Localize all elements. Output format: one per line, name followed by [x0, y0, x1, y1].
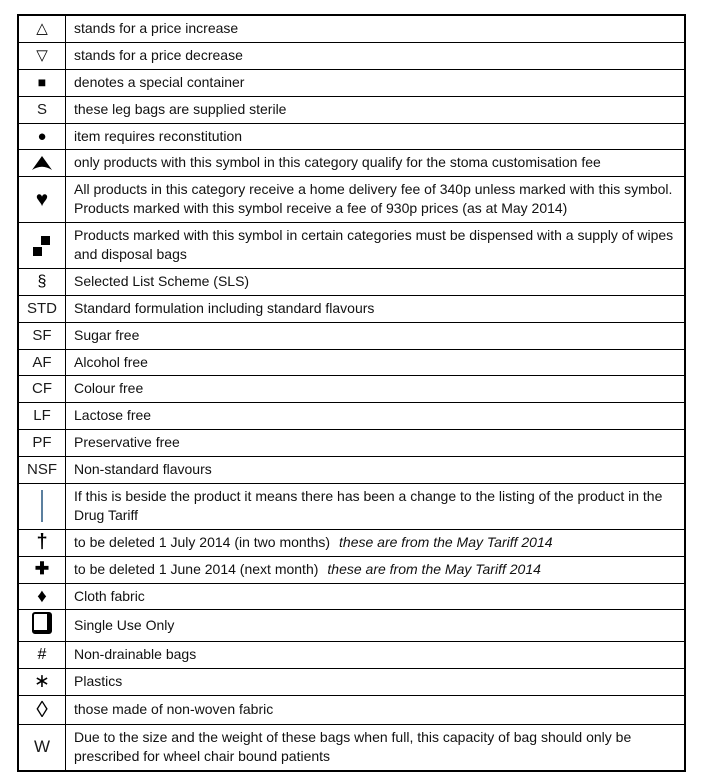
symbol-table-body: [18, 15, 685, 771]
white-diamond-icon: ◊: [36, 696, 48, 723]
description-cell: [66, 15, 686, 42]
symbol-cell: [18, 556, 66, 583]
down-triangle-outline-icon: ▽: [36, 46, 48, 64]
stoma-triangle-icon: [31, 155, 53, 171]
description-text: Products marked with this symbol in certain categories must be dispensed with a supply of wipes and disposal bags: [74, 227, 674, 263]
description-cell: [66, 642, 686, 669]
table-row: [18, 669, 685, 696]
heavy-plus-icon: ✚: [34, 559, 50, 579]
description-text: these leg bags are supplied sterile: [74, 100, 287, 117]
description-cell: [66, 610, 686, 642]
table-row: [18, 150, 685, 177]
description-text: only products with this symbol in this category qualify for the stoma customisation fee: [74, 154, 601, 171]
description-text: Standard formulation including standard flavours: [74, 299, 375, 316]
symbol-cell: [18, 669, 66, 696]
symbol-cell: [18, 295, 66, 322]
symbol-cell: [18, 457, 66, 484]
symbol-W: W: [33, 737, 51, 757]
symbol-legend-table: [17, 14, 686, 772]
description-text: denotes a special container: [74, 73, 245, 90]
table-row: [18, 295, 685, 322]
table-row: [18, 642, 685, 669]
table-row: [18, 583, 685, 610]
description-cell: [66, 696, 686, 725]
symbol-PF: PF: [32, 434, 52, 452]
section-icon: §: [37, 272, 47, 290]
table-row: [18, 376, 685, 403]
description-cell: [66, 376, 686, 403]
table-row: [18, 457, 685, 484]
description-text: Cloth fabric: [74, 587, 145, 604]
black-diamond-icon: ♦: [37, 585, 47, 607]
description-text: those made of non-woven fabric: [74, 701, 274, 718]
asterisk-icon: ∗: [34, 670, 50, 692]
dagger-icon: †: [36, 531, 48, 554]
description-cell: [66, 457, 686, 484]
table-row: [18, 529, 685, 556]
up-triangle-outline-icon: △: [36, 19, 48, 37]
black-square-icon: ■: [37, 73, 47, 90]
description-cell: [66, 223, 686, 269]
table-row: [18, 96, 685, 123]
symbol-cell: [18, 529, 66, 556]
symbol-cell: [18, 223, 66, 269]
table-row: [18, 69, 685, 96]
symbol-cell: [18, 177, 66, 223]
symbol-cell: [18, 322, 66, 349]
description-cell: [66, 96, 686, 123]
table-row: [18, 177, 685, 223]
description-text: If this is beside the product it means there has been a change to the listing of the product in the Drug Tariff: [74, 488, 663, 523]
table-row: [18, 696, 685, 725]
description-text: Non-drainable bags: [74, 646, 197, 663]
symbol-cell: [18, 610, 66, 642]
description-text: Selected List Scheme (SLS): [74, 272, 250, 289]
symbol-cell: [18, 96, 66, 123]
description-cell: [66, 177, 686, 223]
table-row: [18, 42, 685, 69]
symbol-AF: AF: [32, 353, 52, 371]
table-row: [18, 725, 685, 771]
symbol-STD: STD: [27, 299, 57, 317]
symbol-LF: LF: [33, 407, 51, 425]
change-bar-icon: [41, 490, 43, 522]
symbol-cell: [18, 484, 66, 530]
hash-icon: #: [37, 646, 47, 664]
symbol-cell: [18, 430, 66, 457]
table-row: [18, 268, 685, 295]
table-row: [18, 123, 685, 150]
description-text: to be deleted 1 July 2014 (in two months): [74, 533, 331, 550]
two-squares-icon: [32, 235, 52, 257]
symbol-cell: [18, 268, 66, 295]
table-row: [18, 556, 685, 583]
description-text: Plastics: [74, 673, 123, 690]
description-text: Alcohol free: [74, 353, 148, 370]
description-cell: [66, 69, 686, 96]
description-italic-note: these are from the May Tariff 2014: [327, 560, 541, 577]
description-cell: [66, 42, 686, 69]
description-cell: [66, 403, 686, 430]
table-row: [18, 610, 685, 642]
symbol-cell: [18, 642, 66, 669]
table-row: [18, 223, 685, 269]
symbol-cell: [18, 403, 66, 430]
description-cell: [66, 583, 686, 610]
description-cell: [66, 322, 686, 349]
description-text: Sugar free: [74, 326, 140, 343]
symbol-cell: [18, 69, 66, 96]
symbol-cell: [18, 150, 66, 177]
symbol-cell: [18, 123, 66, 150]
description-cell: [66, 123, 686, 150]
symbol-cell: [18, 15, 66, 42]
description-cell: [66, 725, 686, 771]
description-cell: [66, 150, 686, 177]
symbol-cell: [18, 376, 66, 403]
description-cell: [66, 529, 686, 556]
description-cell: [66, 268, 686, 295]
symbol-cell: [18, 349, 66, 376]
description-text: Non-standard flavours: [74, 461, 212, 478]
symbol-CF: CF: [32, 380, 52, 398]
description-cell: [66, 669, 686, 696]
symbol-NSF: NSF: [27, 461, 57, 479]
description-cell: [66, 556, 686, 583]
table-row: [18, 484, 685, 530]
table-row: [18, 322, 685, 349]
description-text: item requires reconstitution: [74, 127, 243, 144]
description-text: stands for a price decrease: [74, 46, 243, 63]
description-cell: [66, 349, 686, 376]
description-italic-note: these are from the May Tariff 2014: [339, 533, 553, 550]
description-text: stands for a price increase: [74, 20, 239, 36]
symbol-cell: [18, 583, 66, 610]
symbol-SF: SF: [32, 326, 52, 344]
description-cell: [66, 484, 686, 530]
table-row: [18, 430, 685, 457]
table-row: [18, 403, 685, 430]
description-cell: [66, 430, 686, 457]
symbol-S: S: [36, 100, 47, 118]
symbol-cell: [18, 725, 66, 771]
black-circle-icon: ●: [37, 127, 47, 145]
symbol-cell: [18, 42, 66, 69]
heart-icon: ♥: [35, 187, 49, 211]
description-text: All products in this category receive a home delivery fee of 340p unless marked with this symbol. Products marked with this symbol receive a fee of 930p prices (as at May 2014): [74, 181, 673, 217]
single-use-square-icon: [32, 612, 52, 634]
description-text: Lactose free: [74, 407, 152, 424]
description-cell: [66, 295, 686, 322]
table-row: [18, 349, 685, 376]
description-text: Colour free: [74, 380, 144, 397]
description-text: Preservative free: [74, 434, 180, 451]
description-text: to be deleted 1 June 2014 (next month): [74, 560, 319, 577]
table-row: [18, 15, 685, 42]
description-text: Single Use Only: [74, 617, 175, 634]
symbol-cell: [18, 696, 66, 725]
description-text: Due to the size and the weight of these bags when full, this capacity of bag should only be prescribed for wheel chair bound patients: [74, 729, 632, 765]
